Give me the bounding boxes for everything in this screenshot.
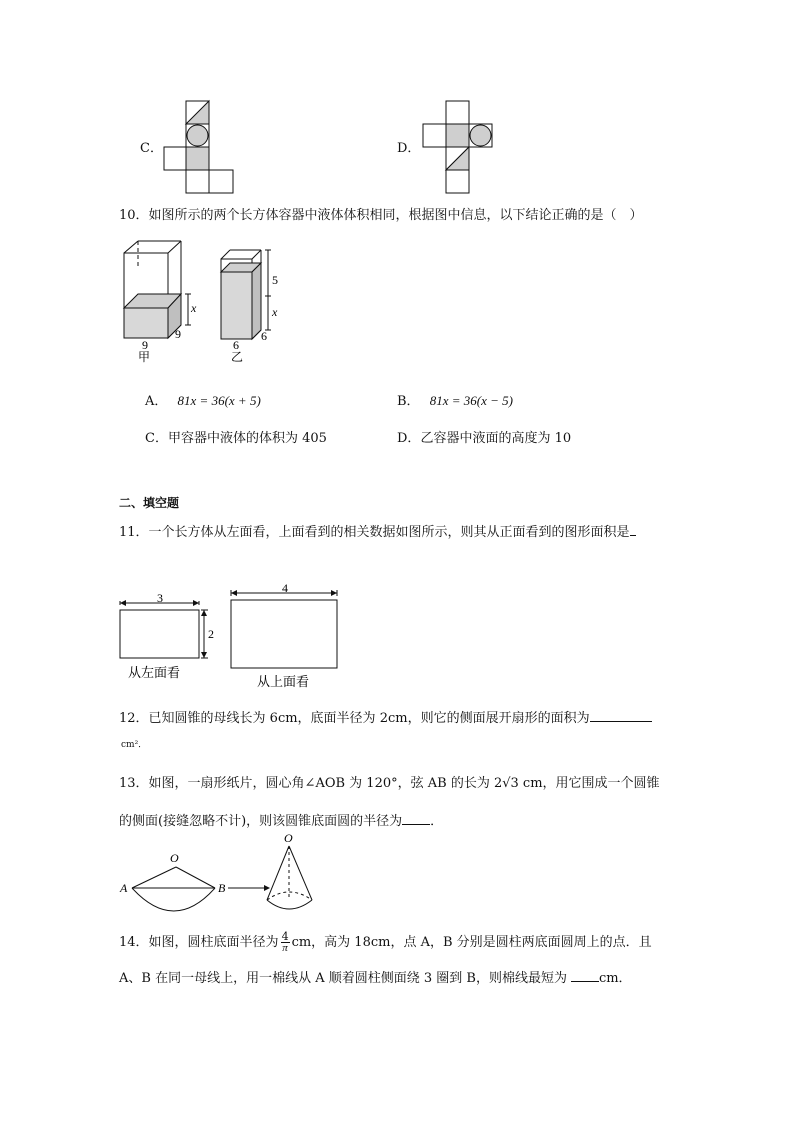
q10-option-d: D．乙容器中液面的高度为 10	[397, 431, 572, 446]
left-view-caption: 从左面看	[128, 665, 181, 680]
net-figure-c	[164, 100, 236, 195]
sector-b-label: B	[218, 881, 226, 895]
jia-bottom-label: 9	[142, 338, 148, 352]
q10-option-a: A． 81x = 36(x + 5)	[145, 393, 261, 409]
option-c-label: C．	[140, 141, 163, 156]
net-figure-d	[422, 100, 494, 195]
yi-top-gap-label: 5	[272, 273, 278, 287]
q12-stem: 12．已知圆锥的母线长为 6cm，底面半径为 2cm，则它的侧面展开扇形的面积为	[119, 709, 652, 727]
jia-name: 甲	[138, 350, 151, 364]
option-d-label: D．	[397, 141, 421, 156]
q13-line2: 的侧面(接缝忽略不计)，则该圆锥底面圆的半径为 ．	[119, 814, 444, 829]
q13-figure	[118, 830, 328, 920]
jia-x-label: x	[191, 301, 197, 315]
q12-unit: cm²．	[121, 740, 148, 750]
yi-bottom-label: 6	[233, 338, 239, 352]
sector-o-label: O	[170, 851, 179, 865]
q14-line1: 14．如图，圆柱底面半径为 $\frac{4}{\pi}$ cm，高为 18cm，点 A，B 分别是圆柱两底面圆周上的点．且	[119, 930, 652, 954]
yi-x-label: x	[272, 305, 278, 319]
q10-stem: 10．如图所示的两个长方体容器中液体体积相同，根据图中信息，以下结论正确的是（ ）	[119, 208, 643, 223]
cone-o-label: O	[284, 831, 293, 845]
yi-depth-label: 6	[261, 329, 267, 343]
q13-line1: 13．如图，一扇形纸片，圆心角∠AOB 为 120°，弦 AB 的长为 2√3 cm，用它围成一个圆锥	[119, 776, 660, 791]
section-title: 二、填空题	[119, 496, 180, 510]
sector-a-label: A	[120, 881, 128, 895]
q11-stem: 11．一个长方体从左面看，上面看到的相关数据如图所示，则其从正面看到的图形面积是	[119, 523, 636, 541]
left-view-width: 3	[157, 591, 163, 605]
q10-figure	[115, 237, 295, 367]
q14-line2: A、B 在同一母线上，用一棉线从 A 顺着圆柱侧面绕 3 圈到 B，则棉线最短为 cm．	[119, 971, 632, 986]
jia-depth-label: 9	[175, 327, 181, 341]
left-view-height: 2	[208, 627, 214, 641]
q10-option-b: B． 81x = 36(x − 5)	[397, 393, 513, 409]
q11-figure	[116, 580, 346, 690]
top-view-width: 4	[282, 581, 288, 595]
yi-name: 乙	[231, 350, 244, 364]
q10-option-c: C．甲容器中液体的体积为 405	[145, 431, 327, 446]
radius-fraction: $\frac{4}{\pi}$	[281, 930, 289, 954]
top-view-caption: 从上面看	[257, 674, 310, 689]
